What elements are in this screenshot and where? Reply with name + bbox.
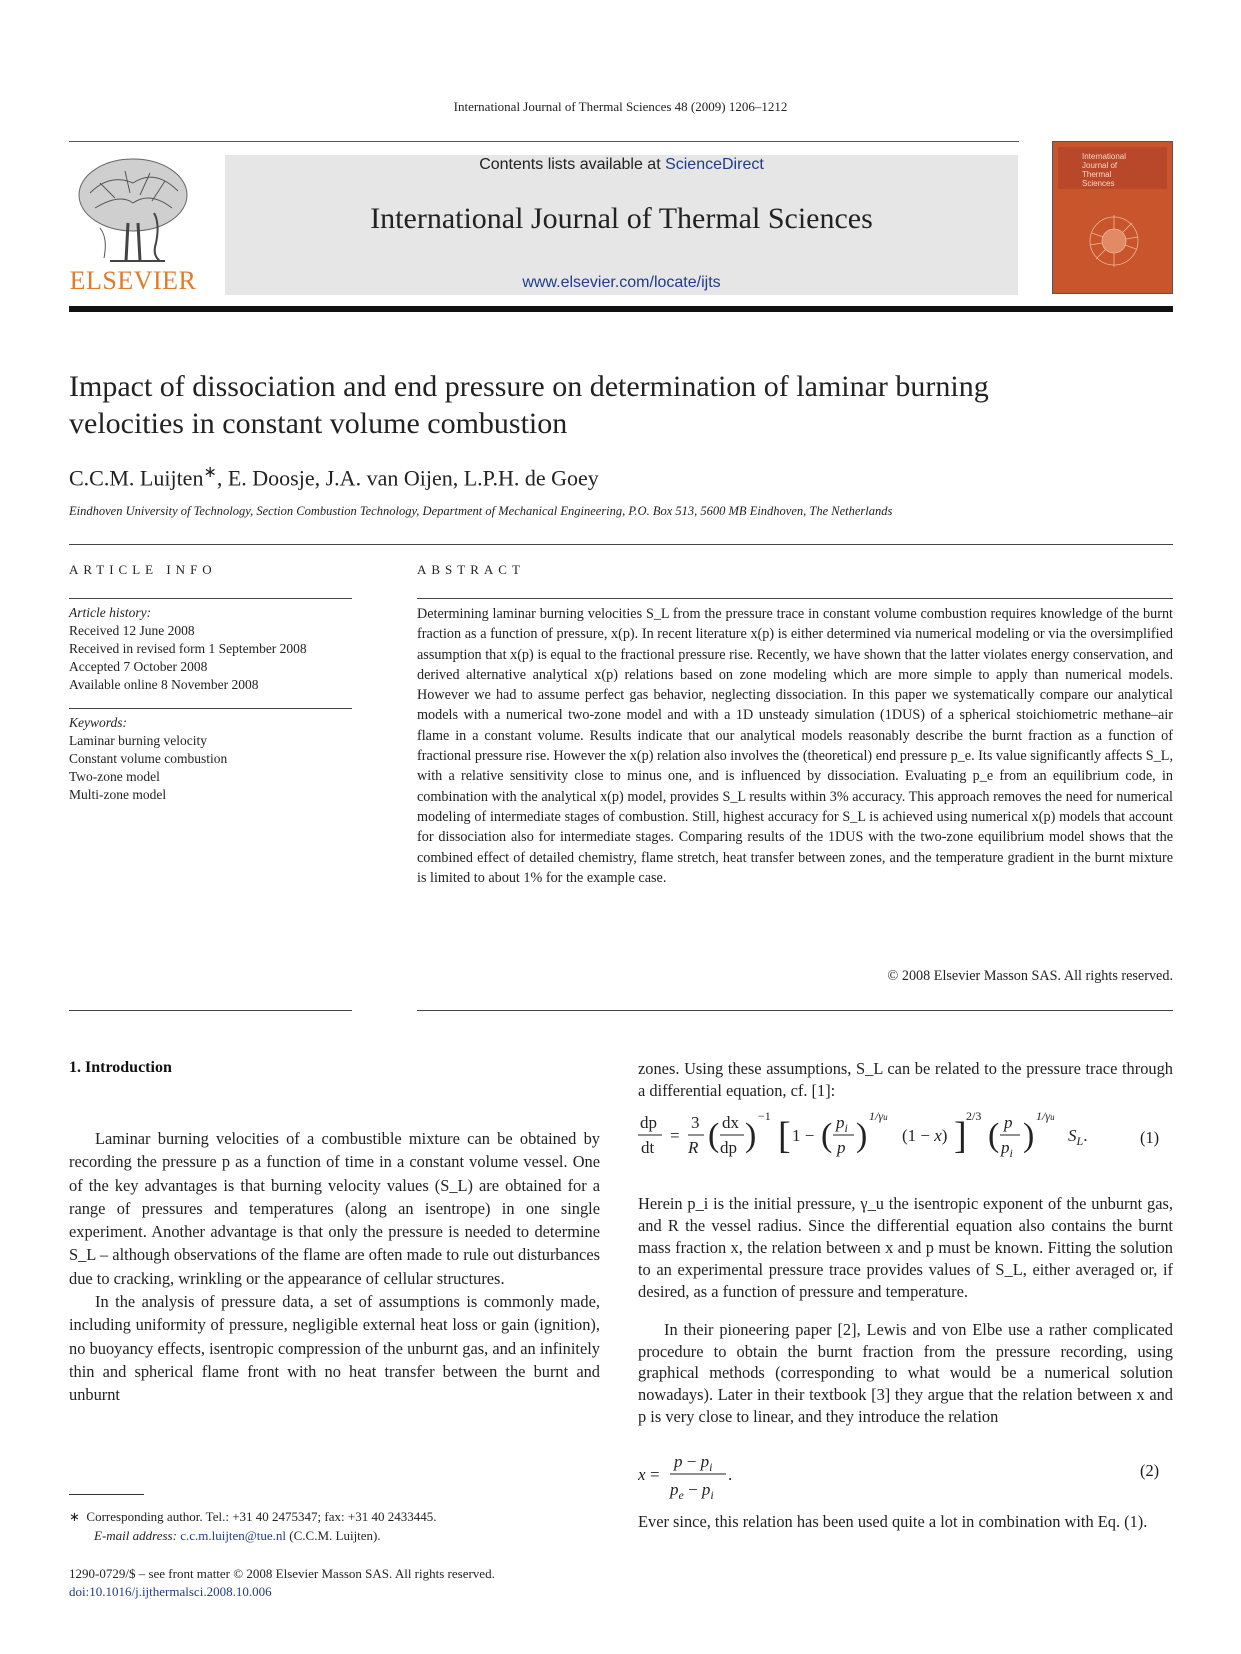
journal-cover xyxy=(1052,141,1173,294)
abstract-text: Determining laminar burning velocities S_L from the pressure trace in constant volume combustion requires knowledge of the burnt fraction as a function of pressure, x(p). In recent literature x(p) is either determined via numerical modeling or via the oversimplified assumption that x(p) is equal to the fractional pressure rise. Recently, we have shown that the latter violates energy conservation, and derived alternative analytical x(p) relations based on zone modeling which are more simple to apply than numerical models. However we had to assume perfect gas behavior, neglecting dissociation. In this paper we systematically compare our analytical models with a numerical two-zone model and with a 1D unsteady simulation (1DUS) of a spherical stoichiometric methane–air flame in a constant volume. Results indicate that our analytical models reasonably describe the burnt fraction as a function of fractional pressure rise. However the x(p) relation also involves the (theoretical) end pressure p_e. Its value significantly affects S_L, with a relative sensitivity close to minus one, and is influenced by dissociation. Evaluating p_e from an equilibrium code, in combination with the analytical x(p) model, provides S_L results within 3% accuracy. This approach removes the need for numerical modeling of intermediate stages of combustion. Still, highest accuracy for S_L is achieved using numerical x(p) models that account for dissociation also for intermediate stages. Comparing results of the 1DUS with the two-zone equilibrium model shows that the combined effect of detailed chemistry, flame stretch, heat transfer between zones, and the temperature gradient in the burnt mixture is limited to about 1% for the example case. xyxy=(417,606,1173,886)
equation-2 xyxy=(638,1445,838,1505)
running-head: International Journal of Thermal Sciences 48 (2009) 1206–1212 xyxy=(453,99,788,114)
right-column-text xyxy=(638,1177,1173,1444)
svg-text:=: = xyxy=(670,1126,680,1145)
article-title-line-2: velocities in constant volume combustion xyxy=(69,407,568,440)
equation-1-number: (1) xyxy=(1140,1128,1160,1147)
issn-line: 1290-0729/$ – see front matter © 2008 Elsevier Masson SAS. All rights reserved. xyxy=(69,1566,495,1581)
email-label: E-mail address: xyxy=(94,1528,177,1543)
svg-text:dx: dx xyxy=(722,1113,739,1132)
svg-text:R: R xyxy=(688,1138,699,1157)
svg-text:dt: dt xyxy=(641,1138,655,1157)
footnote-mark: ∗ xyxy=(69,1509,80,1524)
svg-text:SL.: $S_L$. xyxy=(1068,1126,1088,1148)
intro-paragraph-1: Laminar burning velocities of a combustible mixture can be obtained by recording the pressure p as a function of time in a constant volume vessel. One of the key advantages is that burning velocity values (S_L) are obtained for a range of pressures and temperatures (along an isentrope) in one single experiment. Another advantage is that only the pressure is needed to determine S_L – although observations of the flame are often made to rule out disturbances due to cracking, wrinkling or the appearance of cellular structures. xyxy=(69,1129,600,1288)
intro-paragraph-2: In the analysis of pressure data, a set of assumptions is commonly made, including uniformity of pressure, negligible external heat loss or gain (ignition), no buoyancy effects, isentropic compression of the unburnt gas, and an infinitely thin and spherical flame front with no heat transfer between the burnt and unburnt xyxy=(69,1292,600,1405)
abstract-heading: ABSTRACT xyxy=(417,562,525,577)
elsevier-wordmark: ELSEVIER xyxy=(70,266,196,295)
keywords-label: Keywords: xyxy=(69,715,127,730)
right-paragraph-4: Ever since, this relation has been used quite a lot in combination with Eq. (1). xyxy=(638,1512,1148,1531)
authors xyxy=(69,462,599,491)
doi-link[interactable]: doi:10.1016/j.ijthermalsci.2008.10.006 xyxy=(69,1584,272,1599)
contents-line xyxy=(225,156,1018,174)
svg-text:pe − pi: $p_e - p_i$ xyxy=(670,1480,714,1502)
keyword-item: Constant volume combustion xyxy=(69,751,228,766)
history-online: Available online 8 November 2008 xyxy=(69,677,259,692)
history-revised: Received in revised form 1 September 2008 xyxy=(69,641,307,656)
svg-text:2/3: 2/3 xyxy=(966,1109,982,1123)
svg-text:): ) xyxy=(745,1117,757,1154)
equation-1 xyxy=(638,1108,1173,1168)
svg-text:p: p xyxy=(837,1138,846,1157)
svg-text:(: ( xyxy=(821,1117,833,1154)
svg-text:pi: $p_i$ xyxy=(1001,1138,1013,1160)
svg-text:=: = xyxy=(650,1465,660,1484)
svg-text:p: p xyxy=(1004,1113,1013,1132)
right-paragraph-1: zones. Using these assumptions, S_L can be related to the pressure trace through a differential equation, cf. [1]: xyxy=(638,1059,1173,1100)
article-title xyxy=(69,368,1173,442)
footnote xyxy=(69,1507,600,1545)
svg-text:[: [ xyxy=(778,1115,791,1157)
history-label: Article history: xyxy=(69,605,152,620)
abstract-bottom-rule xyxy=(417,1010,1173,1011)
history-received: Received 12 June 2008 xyxy=(69,623,195,638)
journal-title: International Journal of Thermal Sciences xyxy=(370,202,873,235)
elsevier-logo xyxy=(70,153,196,295)
article-history xyxy=(69,604,359,694)
svg-text:1/γu: 1/γu xyxy=(1036,1109,1055,1123)
keyword-item: Multi-zone model xyxy=(69,787,167,802)
masthead-thick-rule xyxy=(69,306,1173,312)
first-author: C.C.M. Luijten xyxy=(69,465,204,491)
svg-text:x: x xyxy=(638,1465,646,1484)
abstract-copyright: © 2008 Elsevier Masson SAS. All rights reserved. xyxy=(887,968,1173,984)
abstract-rule xyxy=(417,598,1173,599)
equation-2-number: (2) xyxy=(1140,1461,1160,1480)
email-owner: (C.C.M. Luijten). xyxy=(289,1528,381,1543)
bottom-meta xyxy=(69,1565,629,1601)
svg-text:1 −: 1 − xyxy=(792,1126,815,1145)
svg-text:.: . xyxy=(728,1465,733,1484)
elsevier-tree-icon xyxy=(70,153,196,295)
section-heading-introduction: 1. Introduction xyxy=(69,1059,172,1076)
corresponding-mark[interactable]: ∗ xyxy=(203,464,217,481)
svg-text:3: 3 xyxy=(691,1113,700,1132)
keyword-item: Two-zone model xyxy=(69,769,160,784)
affiliation: Eindhoven University of Technology, Section Combustion Technology, Department of Mechanical Engineering, P.O. Box 513, 5600 MB Eindhoven, The Netherlands xyxy=(69,504,893,518)
svg-text:(1 − x): (1 − x) xyxy=(902,1126,948,1145)
article-info-heading: ARTICLE INFO xyxy=(69,562,217,577)
svg-text:): ) xyxy=(1023,1117,1035,1154)
svg-text:dp: dp xyxy=(720,1138,737,1157)
header-rule xyxy=(69,141,1019,142)
cover-line-1: International xyxy=(1082,152,1127,161)
keywords-rule xyxy=(69,708,352,709)
svg-text:dp: dp xyxy=(640,1113,657,1132)
svg-text:pi: $p_i$ xyxy=(836,1113,848,1135)
svg-text:p − pi: $p - p_i$ xyxy=(674,1452,713,1474)
right-paragraph-2: Herein p_i is the initial pressure, γ_u the isentropic exponent of the unburnt gas, and R the vessel radius. Since the differential equation also contains the burnt mass fraction x, the relation between x and p must be known. Fitting the solution to an experimental pressure trace provides values of S_L, either averaged or, if desired, as a function of pressure and temperature. xyxy=(638,1194,1173,1301)
footnote-text: Corresponding author. Tel.: +31 40 2475347; fax: +31 40 2433445. xyxy=(86,1509,437,1524)
history-accepted: Accepted 7 October 2008 xyxy=(69,659,208,674)
cover-line-3: Thermal xyxy=(1082,170,1112,179)
contents-prefix: Contents lists available at xyxy=(479,156,666,173)
cover-line-4: Sciences xyxy=(1082,179,1115,188)
svg-text:1/γu: 1/γu xyxy=(869,1109,888,1123)
sciencedirect-link[interactable]: ScienceDirect xyxy=(665,156,764,173)
svg-text:): ) xyxy=(856,1117,868,1154)
other-authors: , E. Doosje, J.A. van Oijen, L.P.H. de Goey xyxy=(216,465,599,491)
svg-text:(: ( xyxy=(708,1117,720,1154)
keyword-item: Laminar burning velocity xyxy=(69,733,207,748)
article-info-bottom-rule xyxy=(69,1010,352,1011)
article-info-rule xyxy=(69,598,352,599)
svg-text:−1: −1 xyxy=(758,1109,771,1123)
article-title-line-1: Impact of dissociation and end pressure on determination of laminar burning xyxy=(69,370,989,403)
footnote-rule xyxy=(69,1494,144,1495)
svg-text:(: ( xyxy=(988,1117,1000,1154)
left-column xyxy=(69,1127,600,1407)
info-separator-rule xyxy=(69,544,1173,545)
svg-text:]: ] xyxy=(954,1115,967,1157)
keywords xyxy=(69,714,359,804)
right-paragraph-3: In their pioneering paper [2], Lewis and von Elbe use a rather complicated procedure to obtain the burnt fraction from the pressure recording, using graphical methods (corresponding to what would be a numerical solution nowadays). Later in their textbook [3] they argue that the relation between x and p is very close to linear, and they introduce the relation xyxy=(638,1319,1173,1426)
journal-url-link[interactable]: www.elsevier.com/locate/ijts xyxy=(522,274,721,291)
cover-line-2: Journal of xyxy=(1082,161,1118,170)
email-link[interactable]: c.c.m.luijten@tue.nl xyxy=(180,1528,287,1543)
